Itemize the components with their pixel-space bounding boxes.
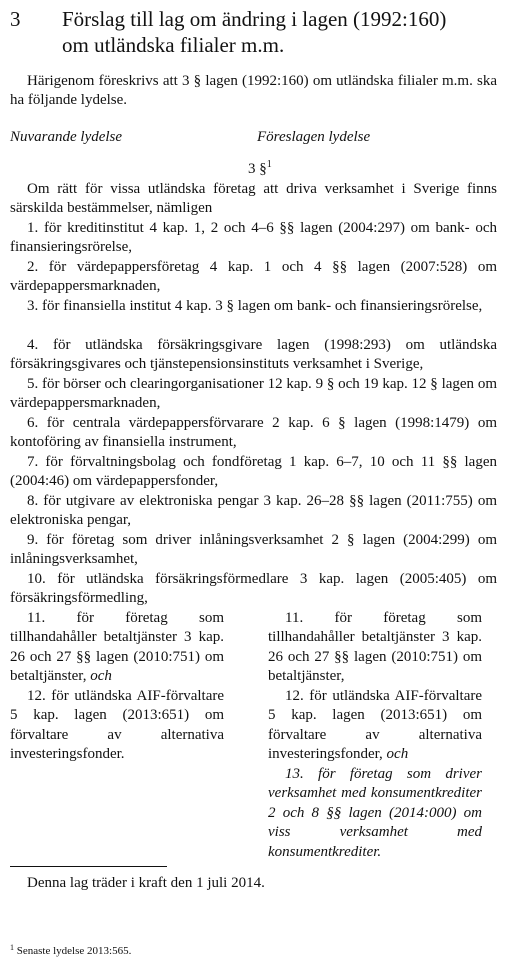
title-line-2: om utländska filialer m.m. xyxy=(62,33,285,57)
footnote-text: Senaste lydelse 2013:565. xyxy=(16,945,132,957)
footnote xyxy=(10,944,131,958)
list-item-7: 7. för förvaltningsbolag och fondföretag 1 kap. 6–7, 10 och 11 §§ lagen (2004:46) om värdepappersfonder, xyxy=(10,454,497,490)
title-line-1: Förslag till lag om ändring i lagen (1992:160) xyxy=(62,7,447,31)
intro-paragraph: Härigenom föreskrivs att 3 § lagen (1992:160) om utländska filialer m.m. ska ha följande lydelse. xyxy=(10,73,497,109)
column-header-current: Nuvarande lydelse xyxy=(10,129,123,145)
paragraph-label-text: 3 § xyxy=(248,161,267,177)
list-item-4: 4. för utländska försäkringsgivare lagen (1998:293) om utländska försäkringsgivares och tjänstepensionsinstituts verksamhet i Sverige, xyxy=(10,337,497,373)
paragraph-label xyxy=(248,160,272,179)
proposed-item-12-och: och xyxy=(386,746,409,763)
footnote-marker: 1 xyxy=(10,943,14,952)
current-item-11-text: 11. för företag som tillhandahåller betaltjänster 3 kap. 26 och 27 §§ lagen (2010:751) om betaltjänster, xyxy=(10,610,224,685)
proposed-item-12 xyxy=(268,687,482,765)
proposed-item-12-text: 12. för utländska AIF-förvaltare 5 kap. lagen (2013:651) om förvaltare av alternativa investeringsfonder, xyxy=(268,688,482,763)
current-item-11-och: och xyxy=(90,668,112,685)
list-item-9: 9. för företag som driver inlåningsverksamhet 2 § lagen (2004:299) om inlåningsverksamhet, xyxy=(10,532,497,568)
lead-paragraph: Om rätt för vissa utländska företag att driva verksamhet i Sverige finns särskilda bestämmelser, nämligen xyxy=(10,181,497,217)
divider-rule xyxy=(10,866,167,867)
current-item-11 xyxy=(10,609,224,687)
column-header-proposed: Föreslagen lydelse xyxy=(257,129,371,145)
list-item-8: 8. för utgivare av elektroniska pengar 3 kap. 26–28 §§ lagen (2011:755) om elektroniska pengar, xyxy=(10,493,497,529)
proposed-item-11: 11. för företag som tillhandahåller betaltjänster 3 kap. 26 och 27 §§ lagen (2010:751) om betaltjänster, xyxy=(268,610,482,685)
section-number: 3 xyxy=(10,7,21,31)
list-item-2: 2. för värdepappersföretag 4 kap. 1 och 4 §§ lagen (2007:528) om värdepappersmarknaden, xyxy=(10,259,497,295)
effective-date: Denna lag träder i kraft den 1 juli 2014. xyxy=(27,875,265,891)
list-item-5: 5. för börser och clearingorganisationer 12 kap. 9 § och 19 kap. 12 § lagen om värdepappersmarknaden, xyxy=(10,376,497,412)
footnote-ref: 1 xyxy=(266,159,272,170)
list-item-1: 1. för kreditinstitut 4 kap. 1, 2 och 4–6 §§ lagen (2004:297) om bank- och finansieringsrörelse, xyxy=(10,220,497,256)
proposed-item-13: 13. för företag som driver verksamhet med konsumentkrediter 2 och 8 §§ lagen (2014:000) om viss verksamhet med konsumentkrediter. xyxy=(268,766,482,860)
list-item-6: 6. för centrala värdepappersförvarare 2 kap. 6 § lagen (1998:1479) om kontoföring av finansiella instrument, xyxy=(10,415,497,451)
page-title xyxy=(62,6,502,58)
list-item-3: 3. för finansiella institut 4 kap. 3 § lagen om bank- och finansieringsrörelse, xyxy=(27,298,483,314)
current-item-12: 12. för utländska AIF-förvaltare 5 kap. lagen (2013:651) om förvaltare av alternativa investeringsfonder. xyxy=(10,688,224,763)
list-item-10: 10. för utländska försäkringsförmedlare 3 kap. lagen (2005:405) om försäkringsförmedling, xyxy=(10,571,497,607)
